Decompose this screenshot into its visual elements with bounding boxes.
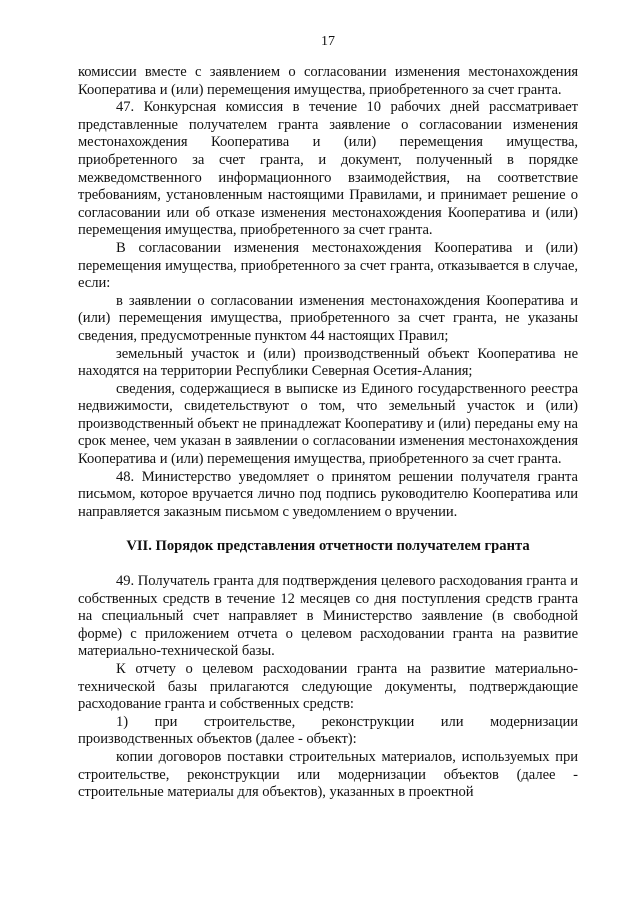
paragraph-supply-contracts: копии договоров поставки строительных материалов, используемых при строительстве, реконструкции или модернизации объектов (далее - строительные материалы для объектов), указанных в проектной [78,748,578,801]
paragraph-continuation: комиссии вместе с заявлением о согласовании изменения местонахождения Кооператива и (или) перемещения имущества, приобретенного за счет гранта. [78,64,578,98]
page-number: 17 [321,34,335,49]
paragraph-item-49: 49. Получатель гранта для подтверждения целевого расходования гранта и собственных средств в течение 12 месяцев со дня поступления средств гранта на специальный счет направляет в Министерство заявление (в свободной форме) с приложением отчета о целевом расходовании гранта на развитие материально-технической базы. [78,573,578,660]
paragraph-item-48: 48. Министерство уведомляет о принятом решении получателя гранта письмом, которое вручается лично под подпись руководителю Кооператива или направляется заказным письмом с уведомлением о вручении. [78,468,578,520]
paragraph-condition-registry: сведения, содержащиеся в выписке из Единого государственного реестра недвижимости, свидетельствуют о том, что земельный участок и (или) производственный объект не принадлежат Кооперативу и (или) переданы ему на срок менее, чем указан в заявлении о согласовании изменения местонахождения Кооператива и (или) перемещения имущества, приобретенного за счет гранта. [78,380,578,468]
paragraph-subitem-1: 1) при строительстве, реконструкции или модернизации производственных объектов (далее - объект): [78,713,578,748]
paragraph-condition-missing-info: в заявлении о согласовании изменения местонахождения Кооператива и (или) перемещения имущества, приобретенного за счет гранта, не указаны сведения, предусмотренные пунктом 44 настоящих Правил; [78,292,578,344]
paragraph-item-47: 47. Конкурсная комиссия в течение 10 рабочих дней рассматривает представленные получателем гранта заявление о согласовании изменения местонахождения Кооператива и (или) перемещения имущества, приобретенного за счет гранта, и документ, полученный в порядке межведомственного информационного взаимодействия, на соответствие требованиям, установленным настоящими Правилами, и принимает решение о согласовании или об отказе изменения местонахождения Кооператива и (или) перемещения имущества, приобретенного за счет гранта. [78,99,578,239]
paragraph-report-documents: К отчету о целевом расходовании гранта на развитие материально-технической базы прилагаются следующие документы, подтверждающие расходование гранта и собственных средств: [78,661,578,713]
paragraph-condition-territory: земельный участок и (или) производственный объект Кооператива не находятся на территории Республики Северная Осетия-Алания; [78,345,578,380]
section-heading: VII. Порядок представления отчетности получателем гранта [126,538,530,555]
paragraph-refusal-conditions: В согласовании изменения местонахождения Кооператива и (или) перемещения имущества, приобретенного за счет гранта, отказывается в случае, если: [78,239,578,292]
